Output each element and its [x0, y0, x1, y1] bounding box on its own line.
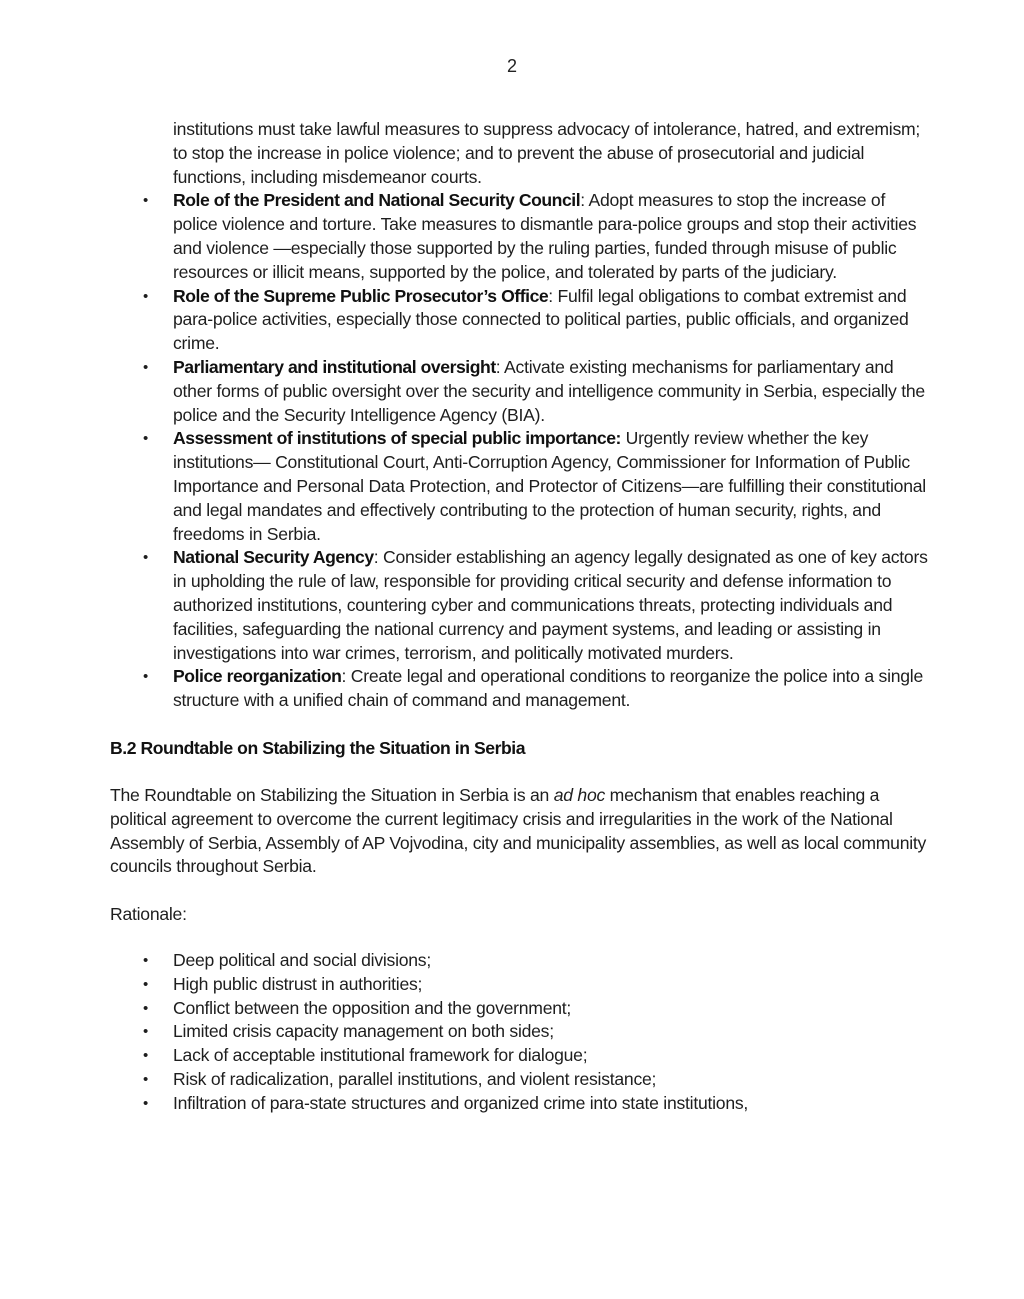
- item-sep: :: [495, 356, 501, 377]
- rationale-colon: :: [182, 904, 187, 925]
- item-text: Adopt measures to stop the increase of police violence and torture. Take measures to dismantle para-police groups and stop their activities and violence —especially those supported by the ruling parties, funded through misuse of public resources or illicit means, supported by the police, and tolerated by parts of the judiciary.: [173, 190, 917, 282]
- rationale-label: Rationale: [110, 904, 183, 925]
- item-lead: Police reorganization: [173, 666, 342, 687]
- bullet-icon: •: [143, 549, 149, 567]
- bullet-icon: •: [143, 975, 149, 993]
- intro-text-continued: mechanism that enables reaching a political agreement to overcome the current legitimacy crisis and irregularities in the work of the National Assembly of Serbia, Assembly of AP Vojvodina, city and municipality assemblies, as well as local community councils throughout Serbia.: [110, 784, 927, 877]
- section-intro: [110, 784, 930, 879]
- rationale-item: Infiltration of para-state structures and organized crime into state institutions,: [173, 1092, 749, 1113]
- rationale-item: Risk of radicalization, parallel institutions, and violent resistance;: [173, 1068, 657, 1089]
- list-item: [110, 1044, 930, 1068]
- list-item: [110, 665, 930, 713]
- rationale-list: [110, 949, 930, 1116]
- bullet-icon: •: [143, 1023, 149, 1041]
- rationale-heading: [110, 903, 930, 927]
- recommendations-list: [110, 189, 930, 713]
- bullet-icon: •: [143, 1094, 149, 1112]
- item-sep: :: [548, 285, 553, 306]
- bullet-icon: •: [143, 192, 149, 210]
- rationale-item: Lack of acceptable institutional framework for dialogue;: [173, 1045, 588, 1066]
- rationale-item: Limited crisis capacity management on both sides;: [173, 1021, 554, 1042]
- page-number: 2: [506, 56, 517, 76]
- section-heading: B.2 Roundtable on Stabilizing the Situation in Serbia: [110, 737, 526, 758]
- list-item: [110, 356, 930, 427]
- bullet-icon: •: [143, 668, 149, 686]
- list-item: [110, 973, 930, 997]
- bullet-icon: •: [143, 1047, 149, 1065]
- list-item: [110, 1020, 930, 1044]
- bullet-icon: •: [143, 287, 149, 305]
- intro-italic: ad hoc: [553, 784, 606, 805]
- item-text: Consider establishing an agency legally designated as one of key actors in upholding the rule of law, responsible for providing critical security and defense information to authorized institutions, countering cyber and communications threats, protecting individuals and facilities, safeguarding the national currency and payment systems, and leading or assisting in investigations into war crimes, terrorism, and politically motivated murders.: [173, 547, 928, 663]
- rationale-item: Deep political and social divisions;: [173, 949, 431, 970]
- intro-text: The Roundtable on Stabilizing the Situation in Serbia is an: [110, 784, 554, 805]
- item-lead: Role of the Supreme Public Prosecutor’s Office: [173, 285, 549, 306]
- list-item: [110, 427, 930, 546]
- item-lead: Parliamentary and institutional oversight: [173, 356, 496, 377]
- item-text: Create legal and operational conditions to reorganize the police into a single structure with a unified chain of command and management.: [173, 666, 923, 711]
- item-text: Activate existing mechanisms for parliamentary and other forms of public oversight over the security and intelligence community in Serbia, especially the police and the Security Intelligence Agency (BIA).: [173, 356, 925, 425]
- list-item: [110, 1092, 930, 1116]
- bullet-icon: •: [143, 358, 149, 376]
- document-body: [110, 118, 930, 1115]
- item-lead: Assessment of institutions of special public importance:: [173, 428, 621, 449]
- item-lead: Role of the President and National Security Council: [173, 190, 581, 211]
- item-text: Urgently review whether the key institutions— Constitutional Court, Anti-Corruption Agency, Commissioner for Information of Public Importance and Personal Data Protection, and Protector of Citizens—are fulfilling their constitutional and legal mandates and effectively contributing to the protection of human security, rights, and freedoms in Serbia.: [173, 428, 926, 544]
- item-lead: National Security Agency: [173, 547, 374, 568]
- list-item: [110, 997, 930, 1021]
- bullet-icon: •: [143, 1070, 149, 1088]
- list-item: [110, 285, 930, 356]
- list-item: [110, 546, 930, 665]
- rationale-item: Conflict between the opposition and the government;: [173, 997, 572, 1018]
- list-item: [110, 189, 930, 284]
- list-item: [110, 1068, 930, 1092]
- bullet-icon: •: [143, 430, 149, 448]
- item-text: Fulfil legal obligations to combat extremist and para-police activities, especially those connected to political parties, public officials, and organized crime.: [173, 285, 909, 354]
- item-sep: :: [373, 547, 379, 568]
- list-item: [110, 949, 930, 973]
- rationale-item: High public distrust in authorities;: [173, 973, 423, 994]
- bullet-icon: •: [143, 951, 149, 969]
- item-sep: :: [580, 190, 585, 211]
- continuation-paragraph: institutions must take lawful measures to suppress advocacy of intolerance, hatred, and extremism; to stop the increase in police violence; and to prevent the abuse of prosecutorial and judicial functions, including misdemeanor courts.: [173, 119, 921, 187]
- item-sep: :: [341, 666, 347, 687]
- bullet-icon: •: [143, 999, 149, 1017]
